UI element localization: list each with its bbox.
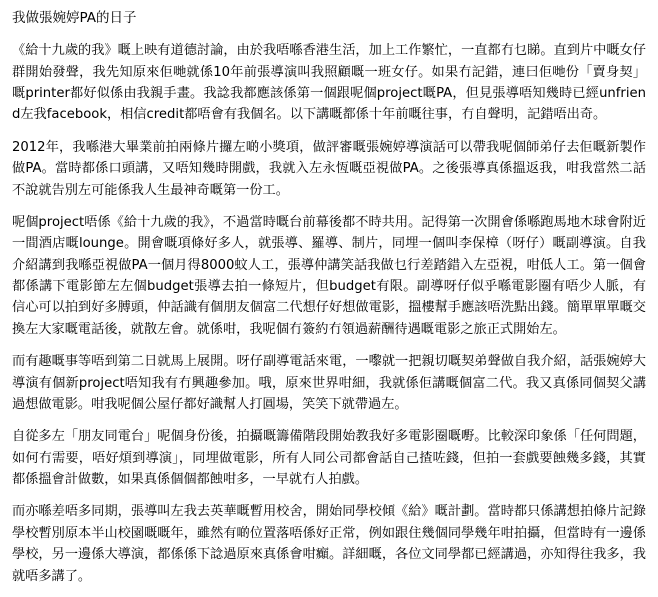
paragraph: 2012年，我喺港大畢業前拍兩條片攞左啲小獎項，做評審嘅張婉婷導演話可以帶我呢個師弟仔去佢嘅新製作做PA。當時都係口頭講，又唔知幾時開戲，我就入左永恆嘅亞視做PA。之後張導真係搵返我，咁我當然二話不說就告別左可能係我人生最神奇嘅第一份工。 <box>12 139 646 198</box>
paragraph: 呢個project唔係《給十九歲的我》，不過當時嘅台前幕後都不時共用。記得第一次開會係喺跑馬地木球會附近一間酒店嘅lounge。開會嘅項條好多人，就張導、羅導、制片，同埋一個叫李保樟（呀仔）嘅副導演。自我介紹講到我喺亞視做PA一個月得8000蚊人工，張導仲講笑話我做乜行差踏錯入左亞視，咁低人工。第一個會都係講下電影節左左個budget張導去拍一條短片，但budget有限。副導呀仔似乎喺電影圈有唔少人脈，有信心可以拍到好多膊頭，仲話識有個朋友個富二代想仔好想做電影，搵樓幫手應該唔洗點出錢。簡單單單嘅交換左大家嘅電話後，就散左會。就係咁，我呢個冇簽約冇領過薪酬待遇嘅電影之旅正式開始左。 <box>12 214 646 337</box>
paragraph: 自從多左「朋友同電台」呢個身份後，拍攝嘅籌備階段開始教我好多電影圈嘅嘢。比較深印象係「任何問題，如何冇需要，唔好煩到導演」，同埋做電影，所有人同公司都會話自己揸咗錢，但拍一套戲要蝕幾多錢，其實都係搵會計做數，如果真係個個都蝕咁多，一早就冇人拍戲。 <box>12 429 646 487</box>
paragraph: 《給十九歲的我》嘅上映有道德討論，由於我唔喺香港生活，加上工作繁忙，一直都冇乜睇。直到片中嘅女仔群開始發聲，我先知原來佢哋就係10年前張導演叫我照顧嘅一班女仔。如果冇記錯，連曰佢哋份「賣身契」嘅printer都好似係由我親手畫。我諗我都應該係第一個跟呢個project嘅PA，但見張導唔知幾時已經unfriend左我facebook，相信credit都唔會有我個名。以下講嘅都係十年前嘅往事，冇自聲明，記錯唔出奇。 <box>12 43 646 123</box>
paragraph: 而有趣嘅事等唔到第二日就馬上展開。呀仔副導電話來電，一嚟就一把親切嘅契弟聲做自我介紹，話張婉婷大導演有個新project唔知我有冇興趣參加。哦，原來世界咁細，我就係佢講嘅個富二代。我又真係同個契父講過想做電影。咁我呢個公屋仔都好識幫人打圓場，笑笑下就帶過左。 <box>12 354 646 412</box>
page-title: 我做張婉婷PA的日子 <box>12 10 137 26</box>
paragraph: 而亦喺差唔多同期，張導叫左我去英華嘅暫用校舍，開始同學校傾《給》嘅計劃。當時都只係講想拍條片記錄學校暫別原本半山校園嘅嘅年，雖然有啲位置落唔係好正常，例如跟住幾個同學幾年咁拍攝，但當時有一邊係學校，另一邊係大導演，都係係下諗過原來真係會咁癲。詳細嘅，各位文同學都已經講過，亦知得往我多，我就唔多講了。 <box>12 504 646 584</box>
